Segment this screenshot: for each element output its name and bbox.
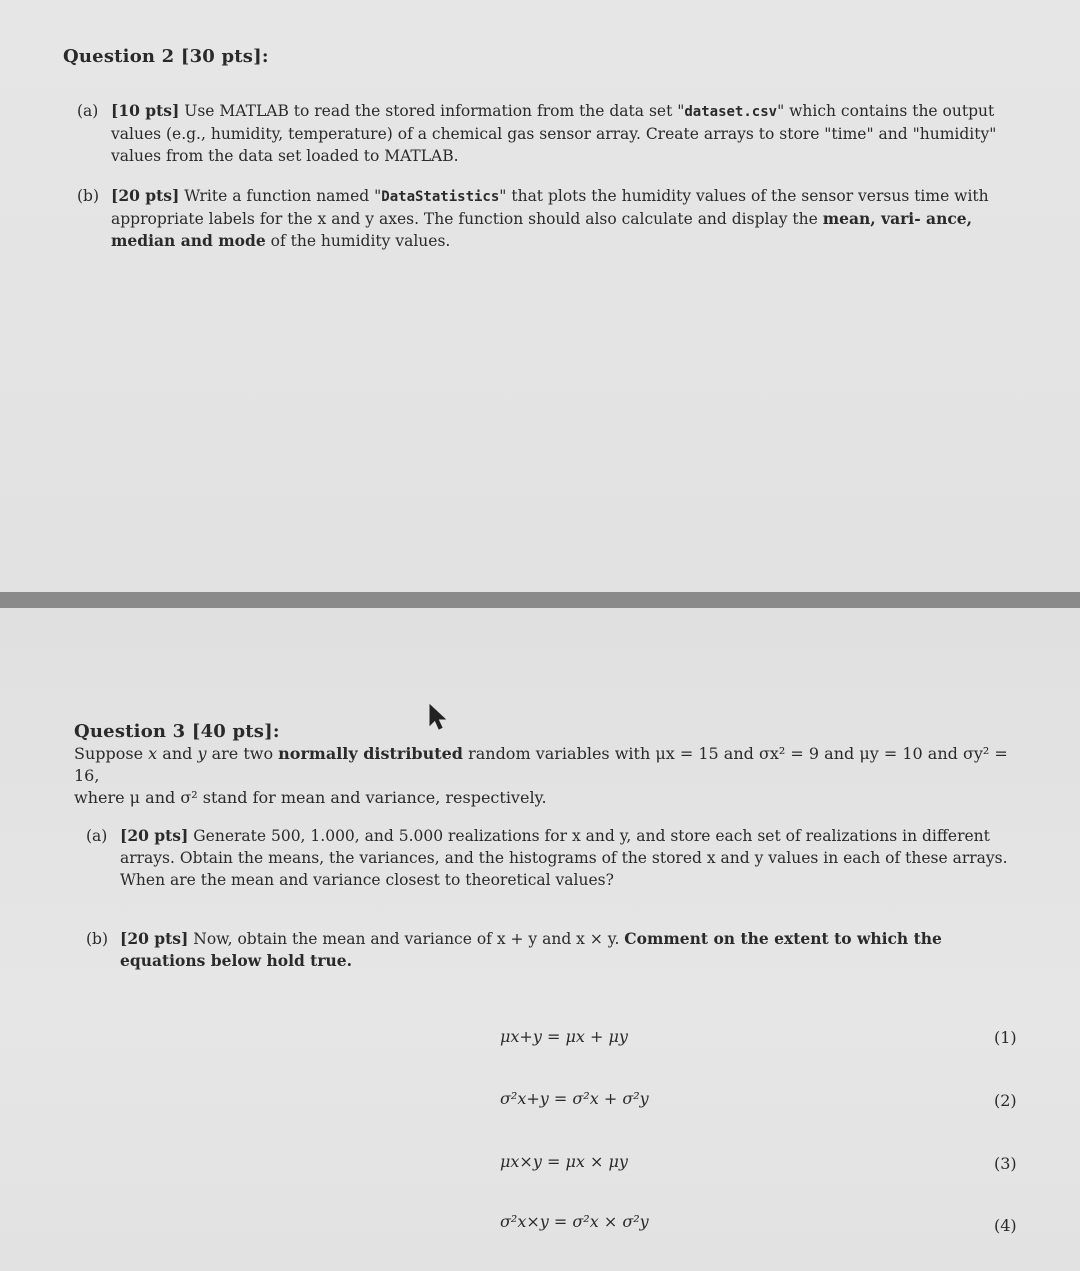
text: where μ and σ² stand for mean and variance, respectively. (74, 788, 547, 807)
equation-number-1: (1) (994, 1028, 1017, 1047)
equation-3: μx×y = μx × μy (500, 1152, 628, 1171)
points: [20 pts] (111, 186, 180, 205)
question-2-part-b (77, 185, 1036, 252)
equation-4: σ²x×y = σ²x × σ²y (500, 1212, 649, 1231)
text: Now, obtain the mean and variance of x + y and x × y. (188, 930, 625, 948)
part-label: (b) (86, 930, 109, 948)
text: Suppose (74, 744, 149, 763)
question-3-part-b (86, 928, 1025, 972)
var-x: x (148, 744, 158, 763)
parameters: μx = 15 and σx² = 9 and μy = 10 and σy² = 16, (74, 744, 1008, 785)
equation-number-2: (2) (994, 1091, 1017, 1110)
bold-text: Comment on the extent to which the equations below hold true. (120, 929, 942, 970)
question-2-part-a (77, 100, 1036, 167)
text: Write a function named " (179, 187, 382, 205)
question-3-title: Question 3 [40 pts]: (74, 721, 280, 742)
equation-2: σ²x+y = σ²x + σ²y (500, 1089, 649, 1108)
equation-number-3: (3) (994, 1154, 1017, 1173)
text: of the humidity values. (265, 232, 451, 250)
equation-1: μx+y = μx + μy (500, 1027, 628, 1046)
var-y: y (197, 744, 207, 763)
points: [20 pts] (120, 826, 189, 845)
bold-text: normally distributed (278, 744, 463, 763)
equation-number-4: (4) (994, 1216, 1017, 1235)
text: " that plots the humidity values of the sensor versus time with appropriate labels for the x and y axes. The function should also calculate and display the (111, 187, 989, 228)
text: " which contains the output values (e.g., humidity, temperature) of a chemical gas sensor array. Create arrays to store "time" and "humidity" values from the data set loaded to MATLAB. (111, 102, 997, 165)
filename: dataset.csv (684, 104, 778, 120)
bold-text: mean, vari- ance, median and mode (111, 209, 973, 250)
part-label: (a) (86, 827, 108, 845)
page-divider (0, 592, 1080, 608)
question-3-intro (74, 743, 1034, 809)
part-label: (b) (77, 187, 100, 205)
page-top (0, 0, 1080, 592)
text: and (157, 744, 198, 763)
points: [20 pts] (120, 929, 189, 948)
text: random variables with (462, 744, 656, 763)
text: are two (206, 744, 279, 763)
text: Generate 500, 1.000, and 5.000 realizations for x and y, and store each set of realizations in different arrays. Obtain the means, the variances, and the histograms of the stored x and y values in each of these arrays. When are the mean and variance closest to theoretical values? (120, 827, 1008, 889)
function-name: DataStatistics (381, 189, 500, 205)
points: [10 pts] (111, 101, 180, 120)
part-label: (a) (77, 102, 99, 120)
mouse-pointer-icon (428, 704, 446, 730)
question-2-title: Question 2 [30 pts]: (63, 46, 269, 67)
question-3-part-a (86, 825, 1025, 891)
text: Use MATLAB to read the stored information from the data set " (179, 102, 685, 120)
